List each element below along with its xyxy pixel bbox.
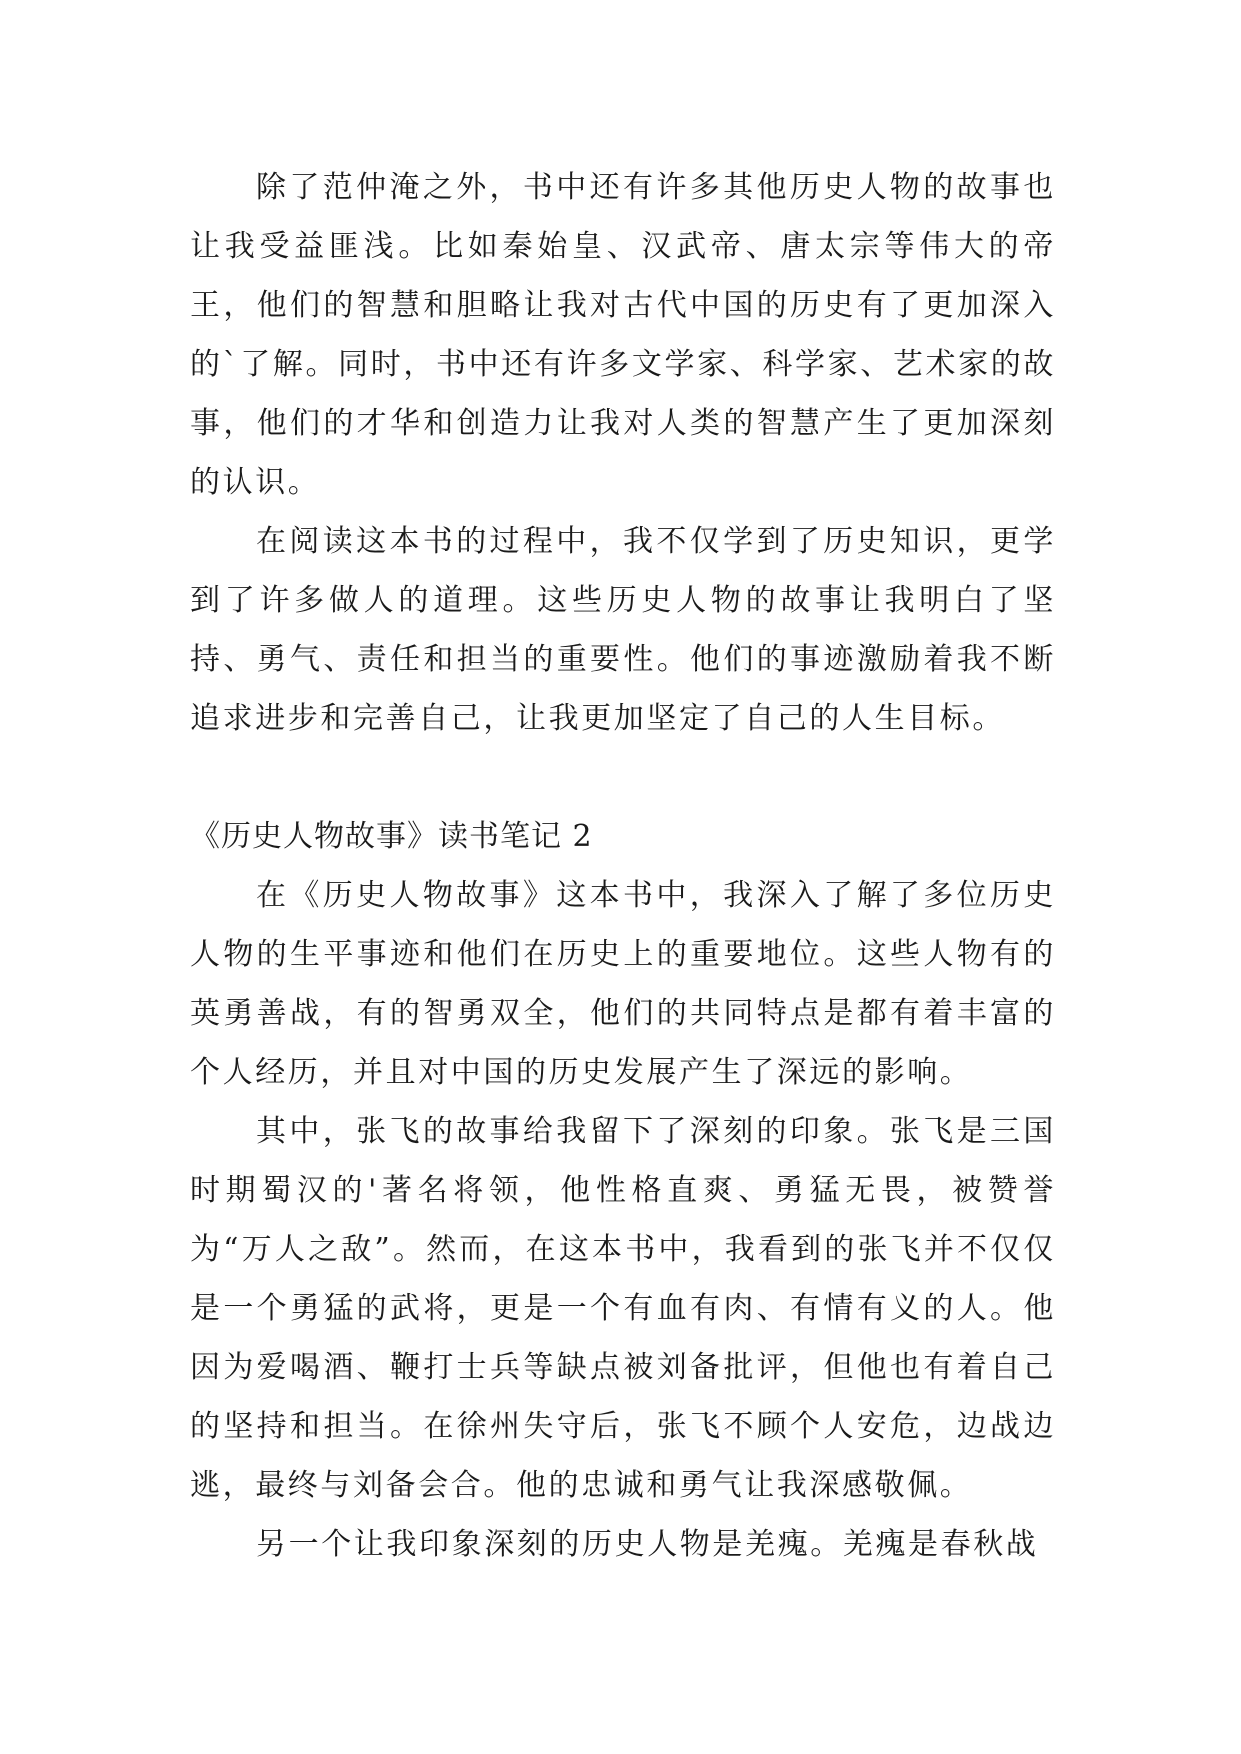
paragraph: 其中，张飞的故事给我留下了深刻的印象。张飞是三国时期蜀汉的'著名将领，他性格直爽、勇猛无畏，被赞誉为“万人之敌”。然而，在这本书中，我看到的张飞并不仅仅是一个勇猛的武将，更是一个有血有肉、有情有义的人。他因为爱喝酒、鞭打士兵等缺点被刘备批评，但他也有着自己的坚持和担当。在徐州失守后，张飞不顾个人安危，边战边逃，最终与刘备会合。他的忠诚和勇气让我深感敬佩。 [190,1114,1056,1503]
paragraph-gap [190,748,1056,807]
paragraph: 在阅读这本书的过程中，我不仅学到了历史知识，更学到了许多做人的道理。这些历史人物的故事让我明白了坚持、勇气、责任和担当的重要性。他们的事迹激励着我不断追求进步和完善自己，让我更加坚定了自己的人生目标。 [190,524,1056,736]
paragraph: 另一个让我印象深刻的历史人物是羌瘣。羌瘣是春秋战 [256,1527,1039,1562]
paragraph: 在《历史人物故事》这本书中，我深入了解了多位历史人物的生平事迹和他们在历史上的重要地位。这些人物有的英勇善战，有的智勇双全，他们的共同特点是都有着丰富的个人经历，并且对中国的历史发展产生了深远的影响。 [190,878,1056,1090]
section-title: 《历史人物故事》读书笔记 2 [190,819,593,854]
document-body [190,158,1056,1574]
paragraph: 除了范仲淹之外，书中还有许多其他历史人物的故事也让我受益匪浅。比如秦始皇、汉武帝、唐太宗等伟大的帝王，他们的智慧和胆略让我对古代中国的历史有了更加深入的`了解。同时，书中还有许多文学家、科学家、艺术家的故事，他们的才华和创造力让我对人类的智慧产生了更加深刻的认识。 [190,170,1056,500]
